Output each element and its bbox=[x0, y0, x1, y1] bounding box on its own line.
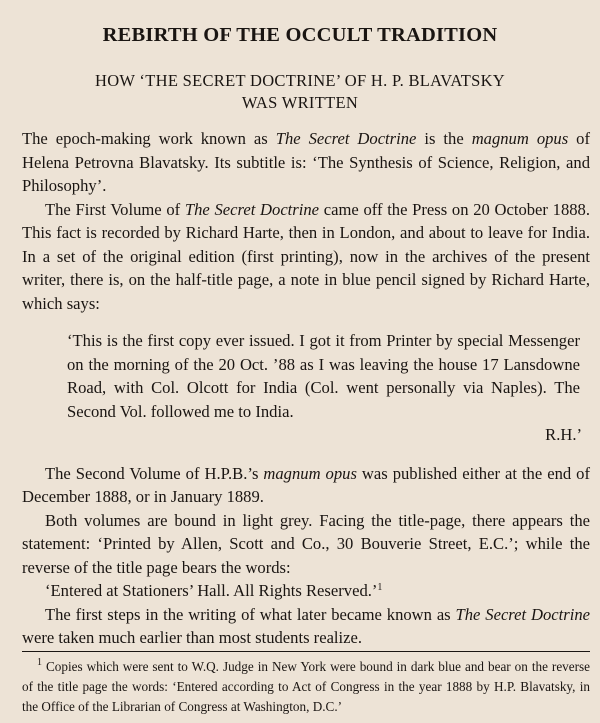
p1-book-title: The Secret Doctrine bbox=[275, 129, 417, 148]
footnote bbox=[22, 657, 590, 717]
block-quote: ‘This is the first copy ever issued. I got it from Printer by special Messenger on the morning of the 20 Oct. ’88 as I was leaving the house 17 Lansdowne Road, with Col. Olcott for India (Col. went personally via Naples). The Second Vol. followed me to India. bbox=[67, 331, 580, 421]
footnote-text bbox=[22, 657, 590, 717]
p1-text-e: of Helena Petrovna Blavatsky. Its subtitle is: ‘The Synthesis of Science, Religion, and Philosophy’. bbox=[22, 129, 590, 195]
subtitle-line-1: HOW ‘THE SECRET DOCTRINE’ OF H. P. BLAVATSKY bbox=[95, 71, 505, 90]
footnote-divider bbox=[22, 651, 590, 652]
p6-book-title: The Secret Doctrine bbox=[455, 604, 590, 624]
paragraph-1 bbox=[22, 127, 590, 198]
body-text bbox=[22, 127, 590, 650]
p6-text-a: The first steps in the writing of what later became known as bbox=[45, 604, 456, 624]
footnote-marker: 1 bbox=[37, 657, 42, 668]
p3-text-c: was published either at the end of December 1888, or in January 1889. bbox=[22, 463, 590, 506]
p2-book-title: The Secret Doctrine bbox=[184, 199, 320, 219]
p1-magnum-opus: magnum opus bbox=[471, 129, 569, 148]
footnote-body: Copies which were sent to W.Q. Judge in New York were bound in dark blue and bear on the reverse of the title page the words: ‘Entered according to Act of Congress in the year 1888 by H.P. Blavatsky, in the Office of the Librarian of Congress at Washington, D.C.’ bbox=[22, 659, 590, 714]
footnote-reference[interactable]: 1 bbox=[377, 582, 383, 593]
p2-text-c: came off the Press on 20 October 1888. This fact is recorded by Richard Harte, then in London, and about to leave for India. In a set of the original edition (first printing), now in the archives of the present writer, there is, on the half-title page, a note in blue pencil signed by Richard Harte, which says: bbox=[22, 199, 590, 313]
p3-magnum-opus: magnum opus bbox=[263, 463, 357, 483]
p5-text: ‘Entered at Stationers’ Hall. All Rights Reserved.’ bbox=[45, 581, 378, 600]
paragraph-5 bbox=[22, 579, 590, 603]
p1-text-a: The epoch-making work known as bbox=[22, 129, 276, 148]
paragraph-6 bbox=[22, 603, 590, 650]
p1-text-c: is the bbox=[416, 129, 472, 148]
p6-text-c: were taken much earlier than most students realize. bbox=[22, 628, 363, 647]
paragraph-2 bbox=[22, 198, 590, 316]
p3-text-a: The Second Volume of H.P.B.’s bbox=[45, 463, 264, 483]
paragraph-4: Both volumes are bound in light grey. Facing the title-page, there appears the statement: ‘Printed by Allen, Scott and Co., 30 Bouverie Street, E.C.’; while the reverse of the title page bears the words: bbox=[22, 510, 590, 577]
paragraph-3 bbox=[22, 462, 590, 509]
quote-signature: R.H.’ bbox=[545, 425, 582, 444]
p2-text-a: The First Volume of bbox=[45, 199, 185, 219]
subtitle-line-2: WAS WRITTEN bbox=[241, 93, 359, 112]
chapter-subtitle bbox=[0, 70, 600, 114]
chapter-title: REBIRTH OF THE OCCULT TRADITION bbox=[102, 24, 498, 46]
